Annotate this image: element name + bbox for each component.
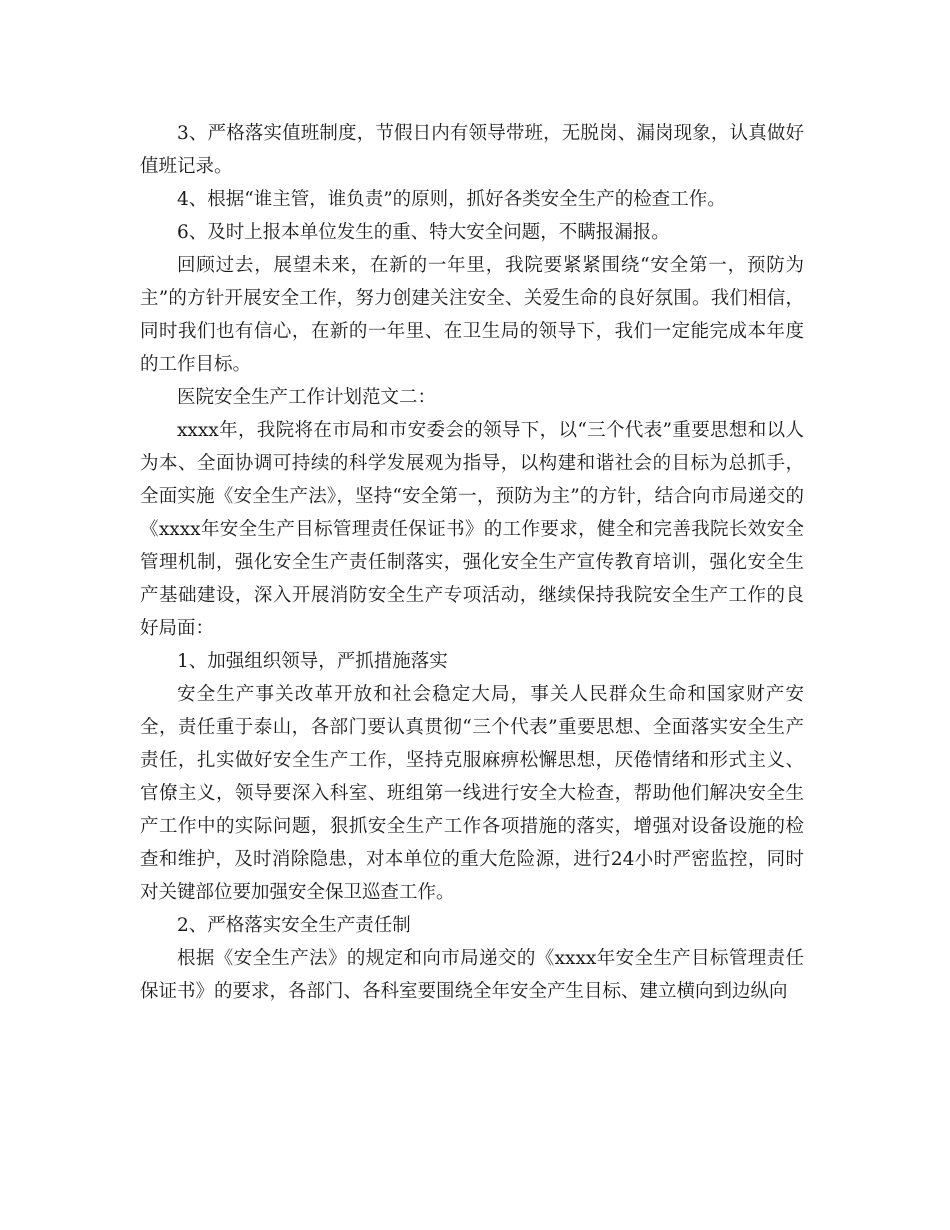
paragraph-responsibility-principle: 4、根据“谁主管，谁负责”的原则，抓好各类安全生产的检查工作。	[177, 189, 726, 210]
paragraph-safety-law: 根据《安全生产法》的规定和向市局递交的《xxxx年安全生产目标管理责任保证书》的要求，各部门、各科室要围绕全年安全产生目标、建立横向到边纵向	[140, 948, 804, 1002]
subheading-organization-leadership: 1、加强组织领导，严抓措施落实	[177, 651, 448, 672]
subheading-responsibility-system: 2、严格落实安全生产责任制	[177, 915, 411, 936]
paragraph-duty-system: 3、严格落实值班制度，节假日内有领导带班，无脱岗、漏岗现象，认真做好值班记录。	[140, 123, 804, 177]
paragraph-annual-plan: xxxx年，我院将在市局和市安委会的领导下，以“三个代表”重要思想和以人为本、全面协调可持续的科学发展观为指导，以构建和谐社会的目标为总抓手，全面实施《安全生产法》，坚持“安全第一，预防为主”的方针，结合向市局递交的《xxxx年安全生产目标管理责任保证书》的工作要求，健全和完善我院长效安全管理机制，强化安全生产责任制落实，强化安全生产宣传教育培训，强化安全生产基础建设，深入开展消防安全生产专项活动，继续保持我院安全生产工作的良好局面：	[140, 420, 804, 639]
paragraph-review-outlook: 回顾过去，展望未来，在新的一年里，我院要紧紧围绕“安全第一，预防为主”的方针开展安全工作，努力创建关注安全、关爱生命的良好氛围。我们相信，同时我们也有信心，在新的一年里、在卫生局的领导下，我们一定能完成本年度的工作目标。	[140, 255, 804, 375]
paragraph-safety-production: 安全生产事关改革开放和社会稳定大局，事关人民群众生命和国家财产安全，责任重于泰山，各部门要认真贯彻“三个代表”重要思想、全面落实安全生产责任，扎实做好安全生产工作，坚持克服麻痹松懈思想，厌倦情绪和形式主义、官僚主义，领导要深入科室、班组第一线进行安全大检查，帮助他们解决安全生产工作中的实际问题，狠抓安全生产工作各项措施的落实，增强对设备设施的检查和维护，及时消除隐患，对本单位的重大危险源，进行24小时严密监控，同时对关键部位要加强安全保卫巡查工作。	[140, 684, 804, 903]
document-body	[140, 117, 804, 1008]
paragraph-timely-report: 6、及时上报本单位发生的重、特大安全问题，不瞒报漏报。	[177, 222, 670, 243]
section-heading-sample-two: 医院安全生产工作计划范文二：	[177, 387, 437, 408]
